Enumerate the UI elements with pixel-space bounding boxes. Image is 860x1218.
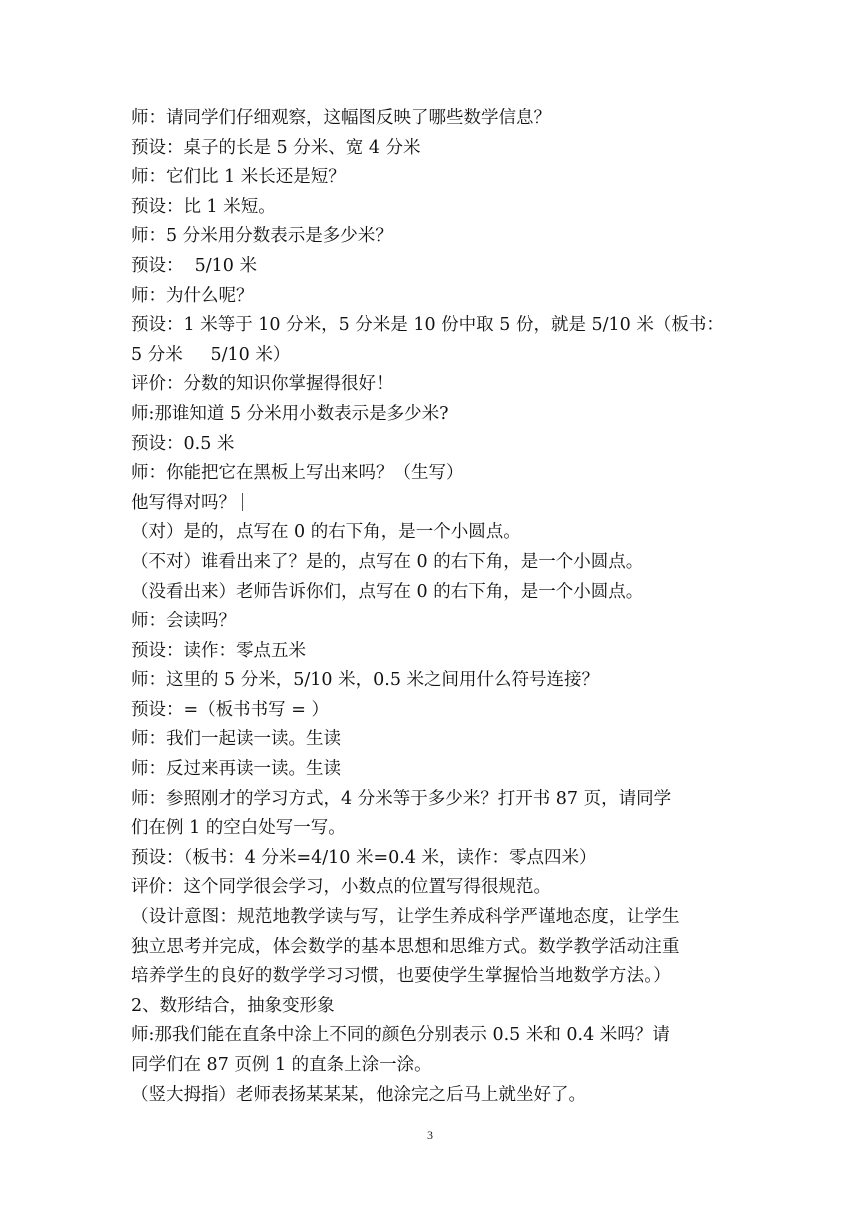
text-line: 师：请同学们仔细观察，这幅图反映了哪些数学信息？ xyxy=(131,108,551,128)
text-line: 们在例 1 的空白处写一写。 xyxy=(131,818,346,839)
text-line-with-cursor: 他写得对吗？ xyxy=(131,489,743,519)
text-line: 5 分米 5/10 米） xyxy=(131,344,291,365)
text-line: （没看出来）老师告诉你们，点写在 0 的右下角，是一个小圆点。 xyxy=(131,581,644,602)
text-line: 师：它们比 1 米长还是短？ xyxy=(131,167,346,188)
text-line: 师:那谁知道 5 分米用小数表示是多少米? xyxy=(131,403,449,424)
text-line: 预设： 5/10 米 xyxy=(131,255,257,276)
text-line: 师:那我们能在直条中涂上不同的颜色分别表示 0.5 米和 0.4 米吗？请 xyxy=(131,1025,670,1046)
text-line: 预设：读作：零点五米 xyxy=(131,640,306,661)
text-line: 预设：1 米等于 10 分米，5 分米是 10 份中取 5 份，就是 5/10 米（板书： xyxy=(131,315,724,336)
text-line: 师：我们一起读一读。生读 xyxy=(131,729,341,750)
text-line: 师：你能把它在黑板上写出来吗？（生写） xyxy=(131,463,464,484)
page-number: 3 xyxy=(427,1128,433,1142)
design-note-line: 独立思考并完成，体会数学的基本思想和思维方式。数学教学活动注重 xyxy=(131,936,680,957)
text-line: 师：会读吗？ xyxy=(131,611,236,632)
text-line: 评价：分数的知识你掌握得很好！ xyxy=(131,374,394,395)
text-line: 预设：（板书：4 分米=4/10 米=0.4 米，读作：零点四米） xyxy=(131,847,597,868)
text-line: 预设：0.5 米 xyxy=(131,433,235,454)
text-line: 师：5 分米用分数表示是多少米？ xyxy=(131,226,393,247)
design-note-line: 培养学生的良好的数学学习习惯，也要使学生掌握恰当地数学方法。） xyxy=(131,966,671,987)
section-heading: 2、数形结合，抽象变形象 xyxy=(131,995,335,1016)
text-line: 预设：比 1 米短。 xyxy=(131,196,276,217)
text-line: 师：反过来再读一读。生读 xyxy=(131,759,341,780)
text-line: 同学们在 87 页例 1 的直条上涂一涂。 xyxy=(131,1055,432,1075)
text-line: 师：参照刚才的学习方式，4 分米等于多少米？打开书 87 页，请同学 xyxy=(131,788,672,809)
document-body xyxy=(131,104,743,1110)
text-line: 预设：=（板书书写 = ） xyxy=(131,699,329,720)
text-line: （竖大拇指）老师表扬某某某，他涂完之后马上就坐好了。 xyxy=(131,1084,586,1105)
text-line: 师：为什么呢？ xyxy=(131,285,254,306)
text-line: （不对）谁看出来了？是的，点写在 0 的右下角，是一个小圆点。 xyxy=(131,551,644,572)
text-line: 师：这里的 5 分米，5/10 米，0.5 米之间用什么符号连接？ xyxy=(131,670,600,691)
text-line: 预设：桌子的长是 5 分米、宽 4 分米 xyxy=(131,137,421,158)
text-line: 评价：这个同学很会学习，小数点的位置写得很规范。 xyxy=(131,877,551,898)
text-line: （对）是的，点写在 0 的右下角，是一个小圆点。 xyxy=(131,522,521,543)
design-note-line: （设计意图：规范地教学读与写，让学生养成科学严谨地态度，让学生 xyxy=(131,907,680,928)
